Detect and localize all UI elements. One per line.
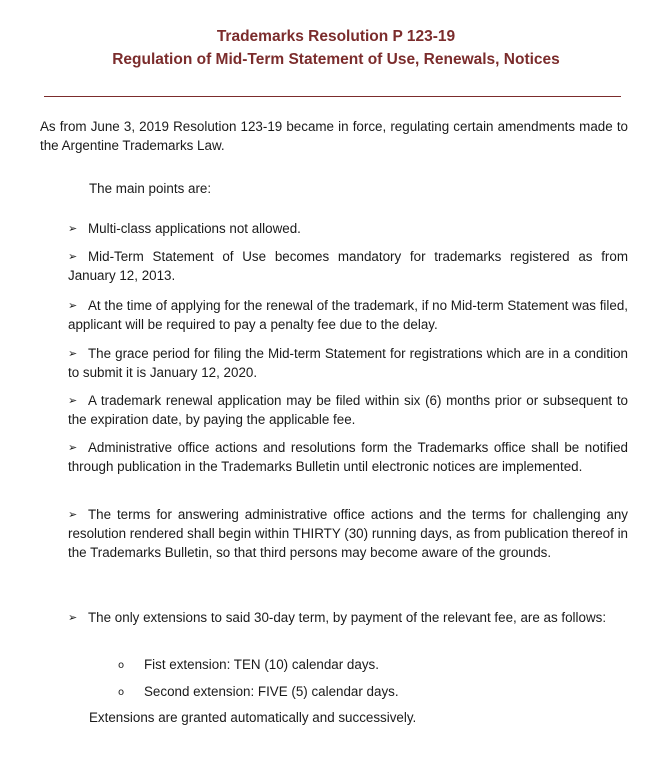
bullet-text: At the time of applying for the renewal of the trademark, if no Mid-term Statement was filed, applicant will be required to pay a penalty fee due to the delay. xyxy=(68,298,628,332)
arrow-bullet-icon: ➢ xyxy=(68,611,78,624)
arrow-bullet-icon: ➢ xyxy=(68,299,78,312)
circle-bullet-icon: o xyxy=(118,687,125,698)
sub-list-item xyxy=(118,655,379,675)
sub-item-text: Second extension: FIVE (5) calendar days. xyxy=(144,684,399,699)
bullet-text: The only extensions to said 30-day term, by payment of the relevant fee, are as follows: xyxy=(88,610,607,625)
arrow-bullet-icon: ➢ xyxy=(68,441,78,454)
bullet-item xyxy=(68,505,628,562)
arrow-bullet-icon: ➢ xyxy=(68,347,78,360)
arrow-bullet-icon: ➢ xyxy=(68,250,78,263)
bullet-item xyxy=(68,219,628,238)
bullet-text: The terms for answering administrative office actions and the terms for challenging any resolution rendered shall begin within THIRTY (30) running days, as from publication thereof in the Trademarks Bulletin, so that third persons may become aware of the grounds. xyxy=(68,507,628,560)
bullet-text: A trademark renewal application may be filed within six (6) months prior or subsequent to the expiration date, by paying the applicable fee. xyxy=(68,393,628,427)
bullet-item xyxy=(68,391,628,429)
closing-note: Extensions are granted automatically and successively. xyxy=(89,710,417,725)
arrow-bullet-icon: ➢ xyxy=(68,222,78,235)
sub-item-text: Fist extension: TEN (10) calendar days. xyxy=(144,657,379,672)
title-divider xyxy=(44,96,621,97)
bullet-item xyxy=(68,344,628,382)
intro-paragraph: As from June 3, 2019 Resolution 123-19 became in force, regulating certain amendments made to the Argentine Trademarks Law. xyxy=(40,119,628,153)
arrow-bullet-icon: ➢ xyxy=(68,394,78,407)
arrow-bullet-icon: ➢ xyxy=(68,508,78,521)
sub-list-item xyxy=(118,682,399,702)
bullet-item xyxy=(68,608,628,627)
document-title: Trademarks Resolution P 123-19 xyxy=(216,28,456,45)
document-subtitle: Regulation of Mid-Term Statement of Use, Renewals, Notices xyxy=(112,51,560,68)
bullet-item xyxy=(68,247,628,285)
bullet-item xyxy=(68,438,628,476)
bullet-item xyxy=(68,296,628,334)
circle-bullet-icon: o xyxy=(118,660,125,671)
main-points-label: The main points are: xyxy=(89,181,212,196)
bullet-text: Administrative office actions and resolutions form the Trademarks office shall be notified through publication in the Trademarks Bulletin until electronic notices are implemented. xyxy=(68,440,628,474)
bullet-text: Mid-Term Statement of Use becomes mandatory for trademarks registered as from January 12, 2013. xyxy=(68,249,628,283)
bullet-text: The grace period for filing the Mid-term Statement for registrations which are in a condition to submit it is January 12, 2020. xyxy=(68,346,628,380)
bullet-text: Multi-class applications not allowed. xyxy=(88,221,301,236)
